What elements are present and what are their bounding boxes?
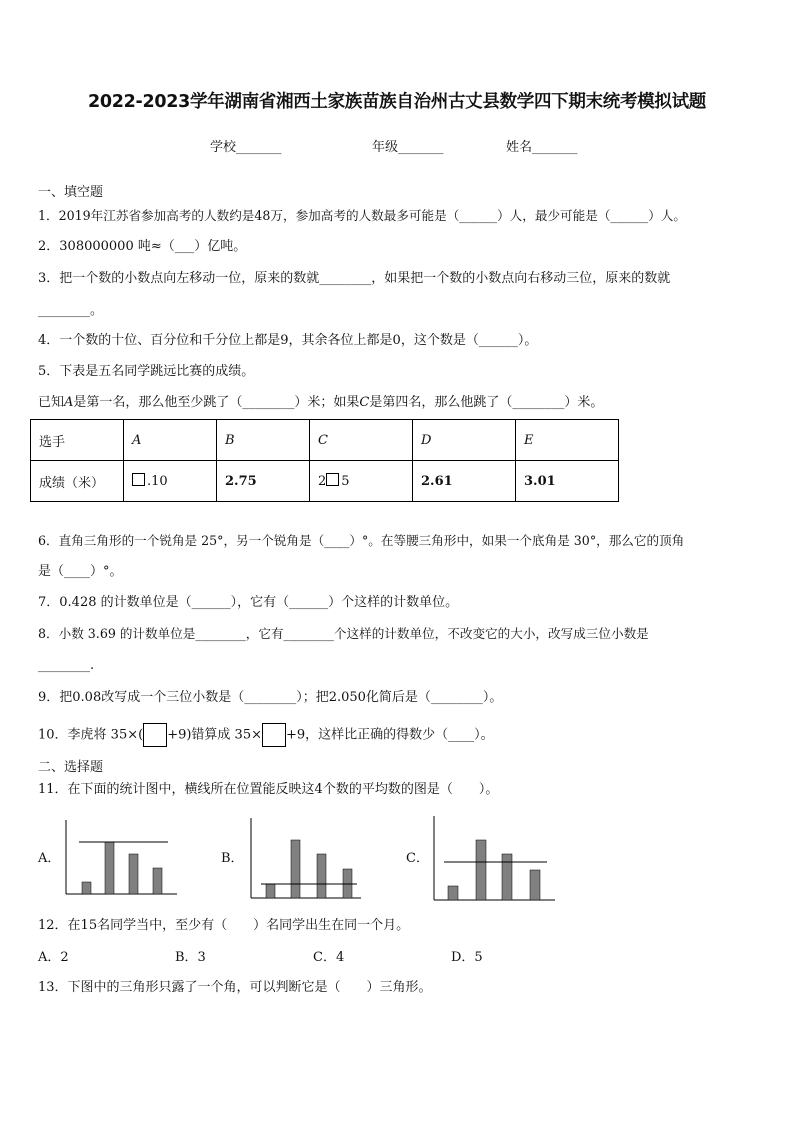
table-cell: C bbox=[310, 420, 413, 461]
table-cell: 2.75 bbox=[217, 461, 310, 502]
bar bbox=[317, 854, 326, 898]
question-8: 8．小数 3.69 的计数单位是________，它有________个这样的计数单位，不改变它的大小，改写成三位小数是 bbox=[38, 626, 649, 641]
table-cell: B bbox=[217, 420, 310, 461]
option-c[interactable]: C．4 bbox=[313, 950, 345, 965]
option-a-label: A． bbox=[38, 851, 61, 866]
section-multiple-choice: 二、选择题 bbox=[38, 760, 104, 775]
option-b[interactable]: B．3 bbox=[175, 950, 206, 965]
option-a[interactable]: A．2 bbox=[38, 950, 69, 965]
question-1: 1．2019年江苏省参加高考的人数约是48万，参加高考的人数最多可能是（______）人，最少可能是（______）人。 bbox=[38, 208, 686, 223]
question-4: 4．一个数的十位、百分位和千分位上都是9，其余各位上都是0，这个数是（______）。 bbox=[38, 333, 538, 348]
table-cell: D bbox=[413, 420, 516, 461]
table-cell: 2 5 bbox=[310, 461, 413, 502]
bar bbox=[153, 868, 162, 894]
table-cell: 3.01 bbox=[516, 461, 619, 502]
bar bbox=[448, 886, 458, 900]
question-7: 7．0.428 的计数单位是（______），它有（______）个这样的计数单位。 bbox=[38, 595, 459, 610]
school-field[interactable]: 学校_______ bbox=[210, 140, 282, 155]
question-3-cont: ________。 bbox=[38, 303, 104, 318]
blank-square-icon bbox=[132, 473, 145, 486]
page-title: 2022-2023学年湖南省湘西土家族苗族自治州古丈县数学四下期末统考模拟试题 bbox=[88, 92, 706, 112]
question-9: 9．把0.08改写成一个三位小数是（________）；把2.050化简后是（________）。 bbox=[38, 690, 503, 705]
table-cell: 选手 bbox=[31, 420, 124, 461]
table-header-row bbox=[31, 420, 619, 461]
name-field[interactable]: 姓名_______ bbox=[506, 140, 578, 155]
section-fill-blank: 一、填空题 bbox=[38, 185, 104, 200]
option-c-bar-chart bbox=[428, 816, 558, 902]
option-b-label: B． bbox=[221, 851, 244, 866]
bar bbox=[129, 854, 138, 894]
option-d[interactable]: D．5 bbox=[451, 950, 483, 965]
question-5-detail: 已知A是第一名，那么他至少跳了（________）米；如果C是第四名，那么他跳了（________）米。 bbox=[38, 395, 604, 410]
blank-square-icon bbox=[326, 473, 339, 486]
table-cell: .10 bbox=[124, 461, 217, 502]
question-11: 11．在下面的统计图中，横线所在位置能反映这4个数的平均数的图是（ ）。 bbox=[38, 782, 499, 797]
table-cell: 成绩（米） bbox=[31, 461, 124, 502]
bar bbox=[266, 884, 275, 898]
question-6-cont: 是（____）°。 bbox=[38, 564, 123, 579]
bar bbox=[82, 882, 91, 894]
answer-box[interactable] bbox=[143, 723, 167, 747]
bar bbox=[502, 854, 512, 900]
question-6: 6．直角三角形的一个锐角是 25°，另一个锐角是（____）°。在等腰三角形中，如果一个底角是 30°，那么它的顶角 bbox=[38, 533, 685, 548]
question-8-cont: ________. bbox=[38, 658, 95, 673]
option-c-label: C． bbox=[406, 851, 429, 866]
question-13: 13．下图中的三角形只露了一个角，可以判断它是（ ）三角形。 bbox=[38, 980, 432, 995]
bar bbox=[476, 840, 486, 900]
question-2: 2．308000000 吨≈（___）亿吨。 bbox=[38, 239, 247, 254]
bar bbox=[105, 842, 114, 894]
table-row bbox=[31, 461, 619, 502]
bar bbox=[530, 870, 540, 900]
bar bbox=[291, 840, 300, 898]
table-cell: E bbox=[516, 420, 619, 461]
question-10: 10．李虎将 35×( +9)错算成 35× +9，这样比正确的得数少（____）。 bbox=[38, 723, 494, 747]
answer-box[interactable] bbox=[262, 723, 286, 747]
scores-table bbox=[30, 419, 619, 502]
grade-field[interactable]: 年级_______ bbox=[372, 140, 444, 155]
table-cell: 2.61 bbox=[413, 461, 516, 502]
table-cell: A bbox=[124, 420, 217, 461]
option-a-bar-chart bbox=[60, 818, 180, 898]
question-12: 12．在15名同学当中，至少有（ ）名同学出生在同一个月。 bbox=[38, 918, 410, 933]
option-b-bar-chart bbox=[244, 818, 364, 900]
question-5: 5．下表是五名同学跳远比赛的成绩。 bbox=[38, 364, 255, 379]
question-3: 3．把一个数的小数点向左移动一位，原来的数就________，如果把一个数的小数点向右移动三位，原来的数就 bbox=[38, 271, 671, 286]
